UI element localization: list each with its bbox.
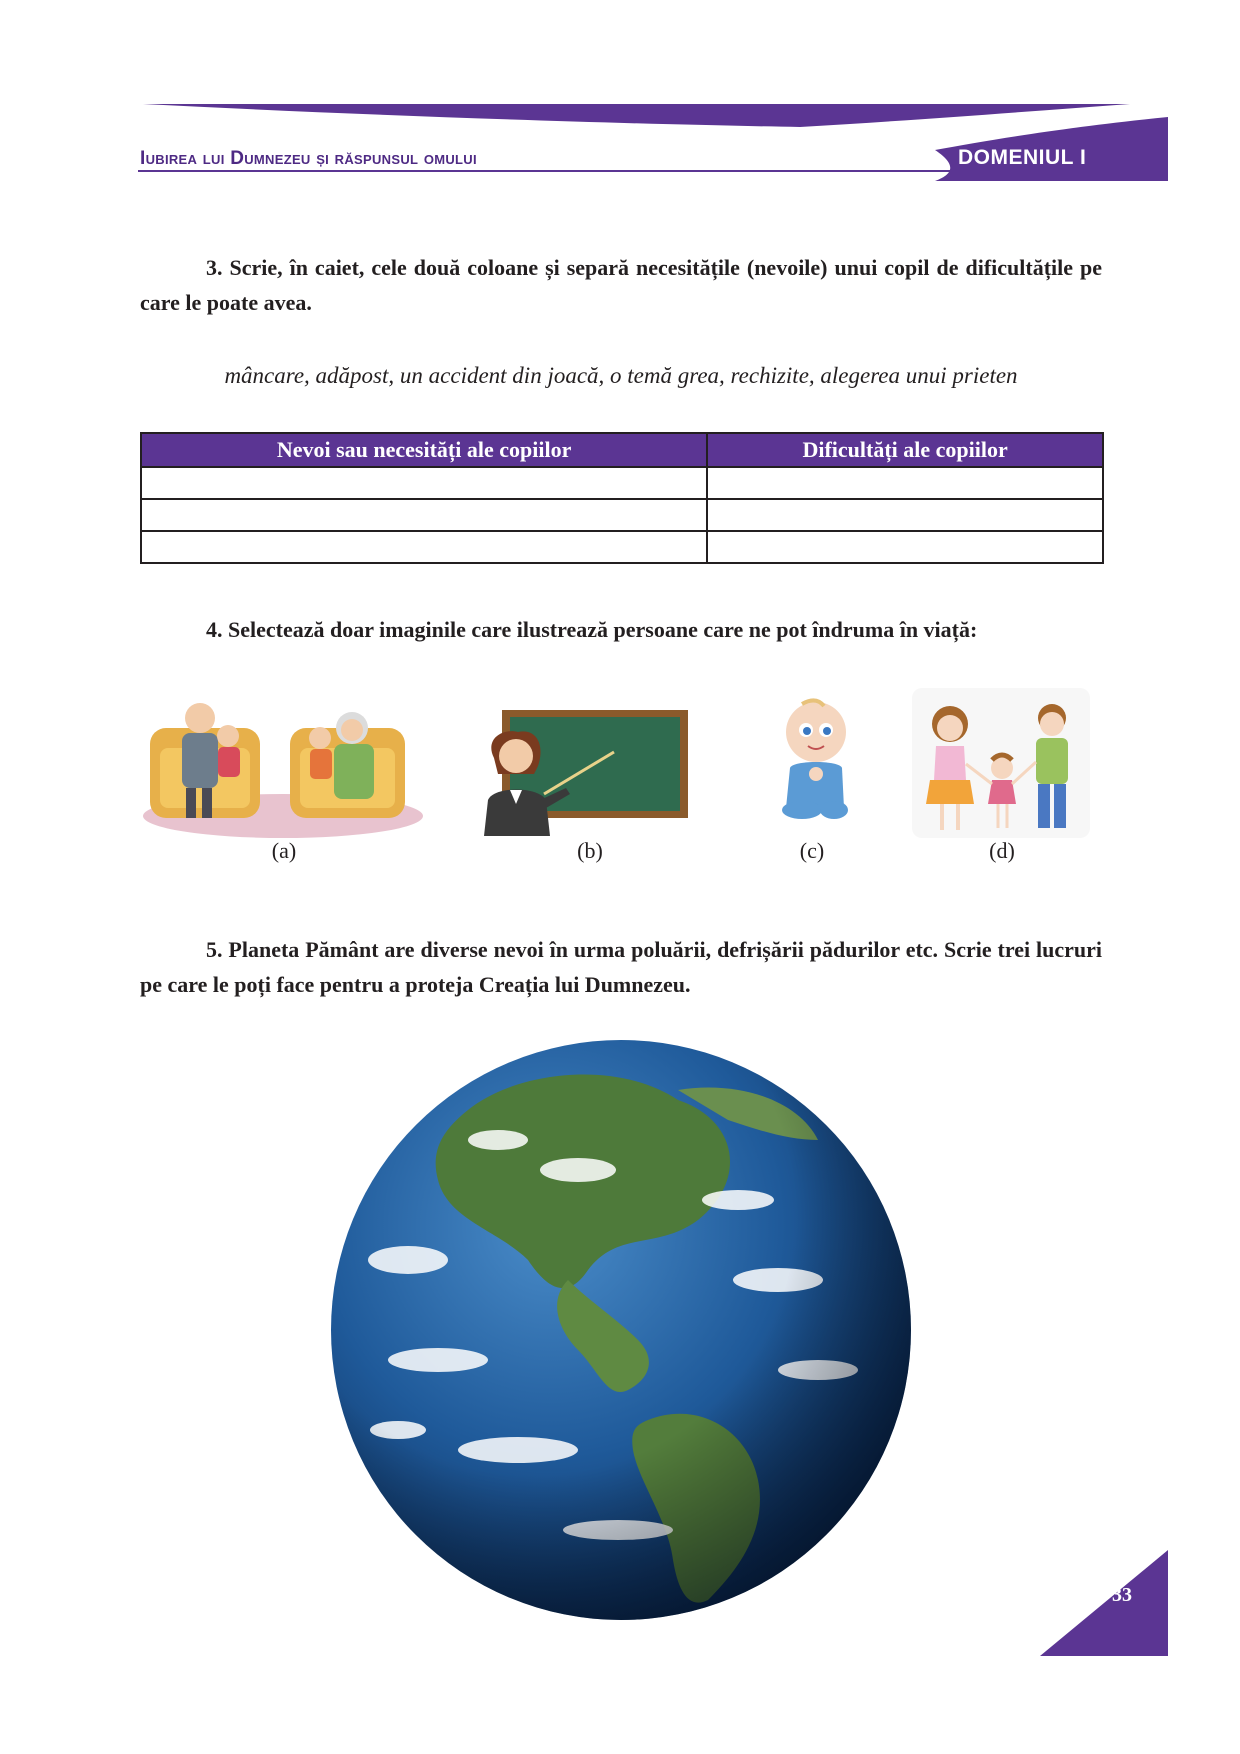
needs-difficulties-table xyxy=(140,432,1104,564)
table-cell[interactable] xyxy=(707,531,1103,563)
task-3-text: 3. Scrie, în caiet, cele două coloane și separă necesitățile (nevoile) unui copil de dificultățile pe care le poate avea. xyxy=(140,255,1102,315)
image-caption-d: (d) xyxy=(989,838,1015,863)
table-cell[interactable] xyxy=(141,499,707,531)
header-banner xyxy=(0,0,1240,200)
image-caption-a: (a) xyxy=(271,838,297,863)
table-cell[interactable] xyxy=(707,467,1103,499)
table-row xyxy=(141,499,1103,531)
task-5-text: 5. Planeta Pământ are diverse nevoi în urma poluării, defrișării pădurilor etc. Scrie trei lucruri pe care le poți face pentru a proteja Creația lui Dumnezeu. xyxy=(140,937,1102,997)
task-3-word-list: mâncare, adăpost, un accident din joacă, o temă grea, rechizite, alegerea unui prieten xyxy=(224,363,1018,388)
earth-globe-illustration xyxy=(318,1030,924,1630)
teacher-at-chalkboard-illustration[interactable] xyxy=(474,708,690,836)
table-row xyxy=(141,531,1103,563)
table-header-difficulties: Dificultăți ale copiilor xyxy=(707,433,1103,467)
table-cell[interactable] xyxy=(141,531,707,563)
domain-label: DOMENIUL I xyxy=(958,146,1087,169)
table-cell[interactable] xyxy=(141,467,707,499)
chapter-title: Iubirea lui Dumnezeu și răspunsul omului xyxy=(140,148,477,169)
page-corner-decoration xyxy=(1040,1550,1170,1656)
image-caption-b: (b) xyxy=(577,838,603,863)
page-number: 33 xyxy=(1112,1584,1132,1606)
grandparents-with-children-illustration[interactable] xyxy=(140,688,426,840)
family-holding-hands-illustration[interactable] xyxy=(912,688,1090,838)
task-4-text: 4. Selectează doar imaginile care ilustrează persoane care ne pot îndruma în viață: xyxy=(206,617,978,642)
table-cell[interactable] xyxy=(707,499,1103,531)
table-header-needs: Nevoi sau necesități ale copiilor xyxy=(141,433,707,467)
image-caption-c: (c) xyxy=(799,838,825,863)
baby-illustration[interactable] xyxy=(772,698,858,824)
table-row xyxy=(141,467,1103,499)
